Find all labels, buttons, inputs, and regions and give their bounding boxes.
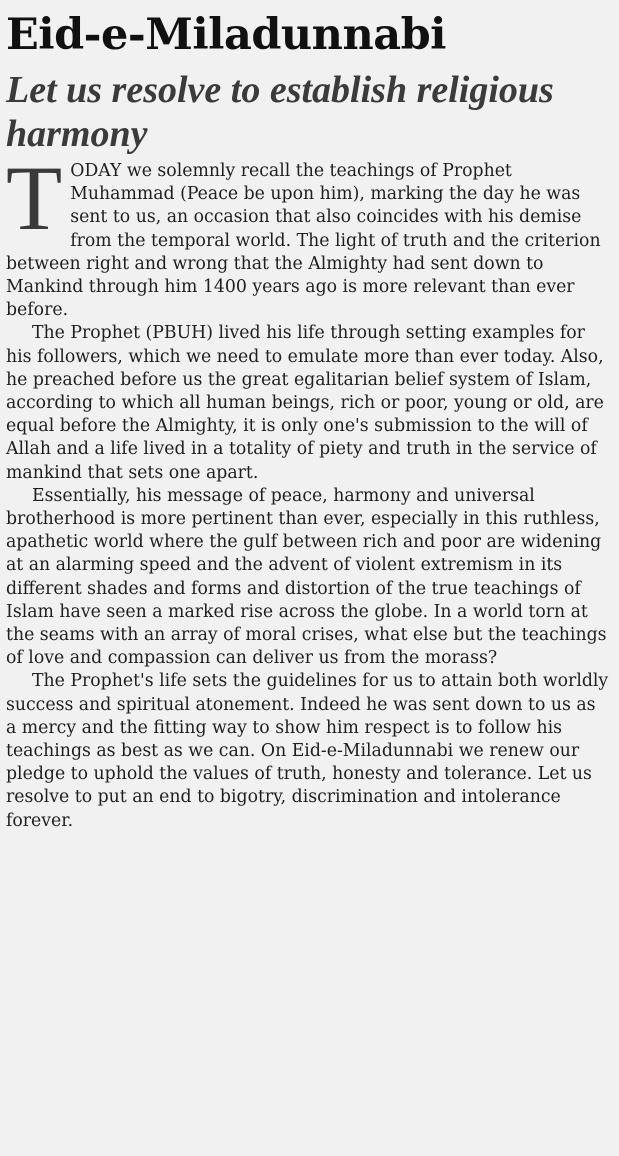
editorial-article	[6, 8, 610, 833]
paragraph-1	[6, 147, 610, 322]
paragraph-2: The Prophet (PBUH) lived his life through setting examples for his followers, which we need to emulate more than ever today. Also, he preached before us the great egalitarian belief system of Islam, according to which all human beings, rich or poor, young or old, are equal before the Almighty, it is only one's submission to the will of Allah and a life lived in a totality of piety and truth in the service of mankind that sets one apart.	[6, 323, 604, 483]
paragraph-4: The Prophet's life sets the guidelines for us to attain both worldly success and spiritual atonement. Indeed he was sent down to us as a mercy and the fitting way to show him respect is to follow his teachings as best as we can. On Eid-e-Miladunnabi we renew our pledge to uphold the values of truth, honesty and tolerance. Let us resolve to put an end to bigotry, discrimination and intolerance forever.	[6, 671, 609, 831]
paragraph-1-text: ODAY we solemnly recall the teachings of Prophet Muhammad (Peace be upon him), marking the day he was sent to us, an occasion that also coincides with his demise from the temporal world. The light of truth and the criterion between right and wrong that the Almighty had sent down to Mankind through him 1400 years ago is more relevant than ever before.	[6, 161, 601, 321]
paragraph-3: Essentially, his message of peace, harmony and universal brotherhood is more pertinent than ever, especially in this ruthless, apathetic world where the gulf between rich and poor are widening at an alarming speed and the advent of violent extremism in its different shades and forms and distortion of the true teachings of Islam have seen a marked rise across the globe. In a world torn at the seams with an array of moral crises, what else but the teachings of love and compassion can deliver us from the morass?	[6, 485, 607, 669]
drop-cap: T	[6, 147, 63, 249]
article-body	[6, 147, 610, 833]
headline: Eid-e-Miladunnabi	[6, 10, 446, 60]
subheadline: Let us resolve to establish religious harmony	[6, 69, 554, 155]
